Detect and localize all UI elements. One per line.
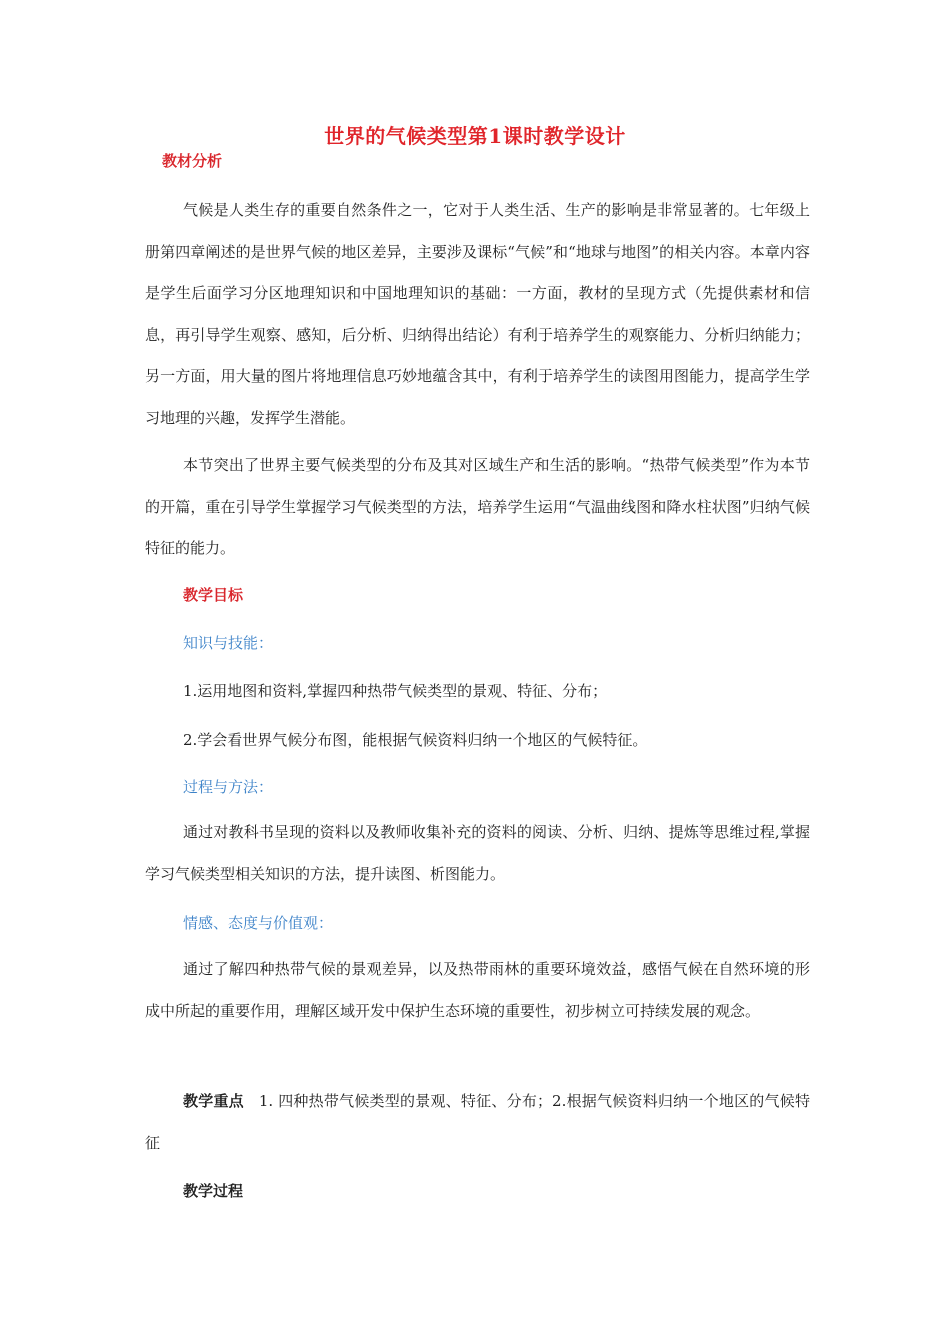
heading-process-methods: 过程与方法： (183, 778, 274, 796)
paragraph-material-2: 本节突出了世界主要气候类型的分布及其对区域生产和生活的影响。“热带气候类型”作为本节的开篇，重在引导学生掌握学习气候类型的方法，培养学生运用“气温曲线图和降水柱状图”归纳气候特征的能力。 (145, 456, 810, 557)
key-points-spacer (244, 1092, 259, 1110)
heading-knowledge-skills: 知识与技能： (183, 634, 274, 652)
goal-item-1: 1.运用地图和资料,掌握四种热带气候类型的景观、特征、分布； (183, 682, 608, 700)
key-points-paragraph (145, 1081, 810, 1166)
goal-item-2: 2.学会看世界气候分布图，能根据气候资料归纳一个地区的气候特征。 (183, 731, 648, 749)
key-points-label: 教学重点 (183, 1092, 244, 1110)
key-points-text: 1. 四种热带气候类型的景观、特征、分布；2.根据气候资料归纳一个地区的气候特征 (145, 1092, 810, 1152)
document-title: 世界的气候类型第1课时教学设计 (324, 124, 626, 148)
heading-material-analysis: 教材分析 (162, 152, 223, 170)
heading-emotion-values: 情感、态度与价值观： (183, 914, 334, 932)
heading-teaching-process: 教学过程 (183, 1182, 244, 1200)
paragraph-material-1: 气候是人类生存的重要自然条件之一，它对于人类生活、生产的影响是非常显著的。七年级上册第四章阐述的是世界气候的地区差异，主要涉及课标“气候”和“地球与地图”的相关内容。本章内容是学生后面学习分区地理知识和中国地理知识的基础：一方面，教材的呈现方式（先提供素材和信息，再引导学生观察、感知，后分析、归纳得出结论）有利于培养学生的观察能力、分析归纳能力；另一方面，用大量的图片将地理信息巧妙地蕴含其中，有利于培养学生的读图用图能力，提高学生学习地理的兴趣，发挥学生潜能。 (145, 201, 810, 427)
paragraph-emotion: 通过了解四种热带气候的景观差异，以及热带雨林的重要环境效益，感悟气候在自然环境的形成中所起的重要作用，理解区域开发中保护生态环境的重要性，初步树立可持续发展的观念。 (145, 960, 810, 1020)
paragraph-process: 通过对教科书呈现的资料以及教师收集补充的资料的阅读、分析、归纳、提炼等思维过程,掌握学习气候类型相关知识的方法，提升读图、析图能力。 (145, 823, 810, 883)
heading-teaching-goals: 教学目标 (183, 586, 244, 604)
